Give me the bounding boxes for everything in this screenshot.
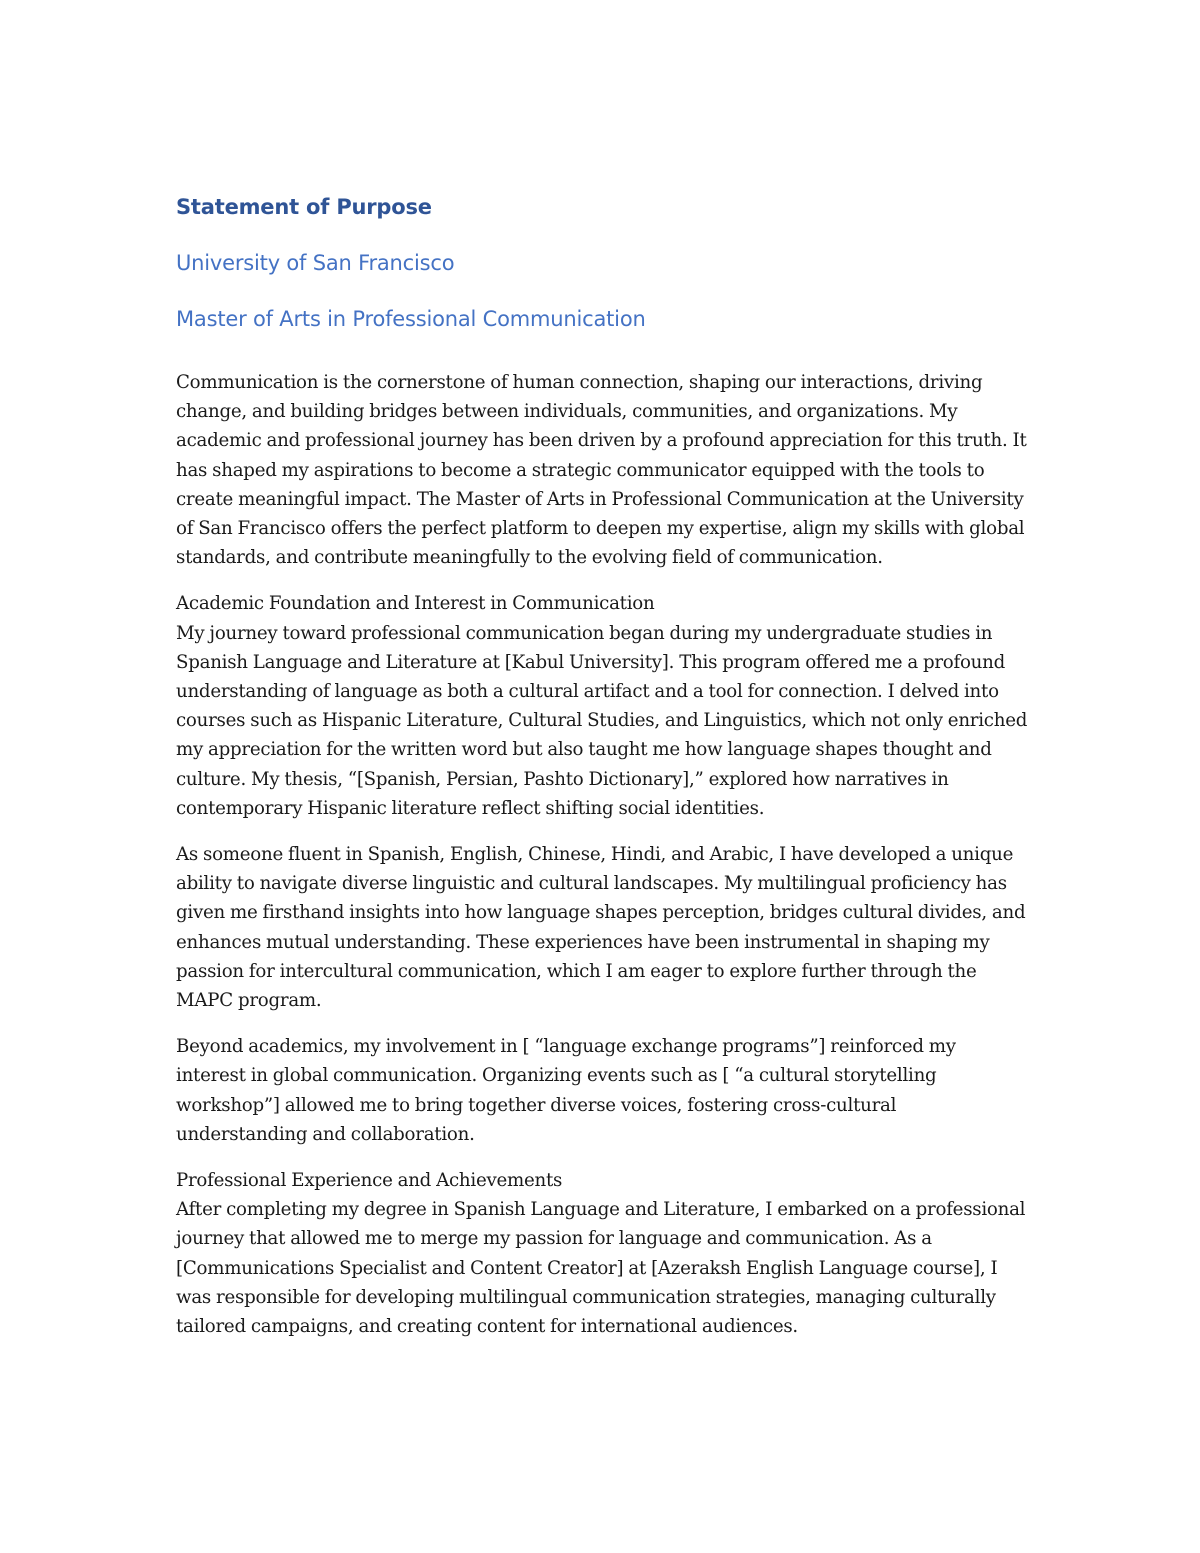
section-title-academic: Academic Foundation and Interest in Communication <box>176 593 655 615</box>
document-body <box>176 192 1028 1358</box>
academic-paragraph-2: As someone fluent in Spanish, English, Chinese, Hindi, and Arabic, I have developed a unique ability to navigate diverse linguistic and cultural landscapes. My multilingual proficiency has given me firsthand insights into how language shapes perception, bridges cultural divides, and enhances mutual understanding. These experiences have been instrumental in shaping my passion for intercultural communication, which I am eager to explore further through the MAPC program. <box>176 844 1026 1012</box>
program-heading: Master of Arts in Professional Communication <box>176 307 646 331</box>
academic-paragraph-3: Beyond academics, my involvement in [ “language exchange programs”] reinforced my interest in global communication. Organizing events such as [ “a cultural storytelling workshop”] allowed me to bring together diverse voices, fostering cross-cultural understanding and collaboration. <box>176 1036 956 1145</box>
document-title: Statement of Purpose <box>176 195 432 219</box>
section-title-professional: Professional Experience and Achievements <box>176 1170 563 1192</box>
academic-paragraph-1: My journey toward professional communication began during my undergraduate studies in Spanish Language and Literature at [Kabul University]. This program offered me a profound understanding of language as both a cultural artifact and a tool for connection. I delved into courses such as Hispanic Literature, Cultural Studies, and Linguistics, which not only enriched my appreciation for the written word but also taught me how language shapes thought and culture. My thesis, “[Spanish, Persian, Pashto Dictionary],” explored how narratives in contemporary Hispanic literature reflect shifting social identities. <box>176 622 1028 819</box>
professional-paragraph-1: After completing my degree in Spanish Language and Literature, I embarked on a professional journey that allowed me to merge my passion for language and communication. As a [Communications Specialist and Content Creator] at [Azeraksh English Language course], I was responsible for developing multilingual communication strategies, managing culturally tailored campaigns, and creating content for international audiences. <box>176 1199 1026 1338</box>
university-heading: University of San Francisco <box>176 251 455 275</box>
intro-paragraph: Communication is the cornerstone of human connection, shaping our interactions, driving change, and building bridges between individuals, communities, and organizations. My academic and professional journey has been driven by a profound appreciation for this truth. It has shaped my aspirations to become a strategic communicator equipped with the tools to create meaningful impact. The Master of Arts in Professional Communication at the University of San Francisco offers the perfect platform to deepen my expertise, align my skills with global standards, and contribute meaningfully to the evolving field of communication. <box>176 372 1027 569</box>
